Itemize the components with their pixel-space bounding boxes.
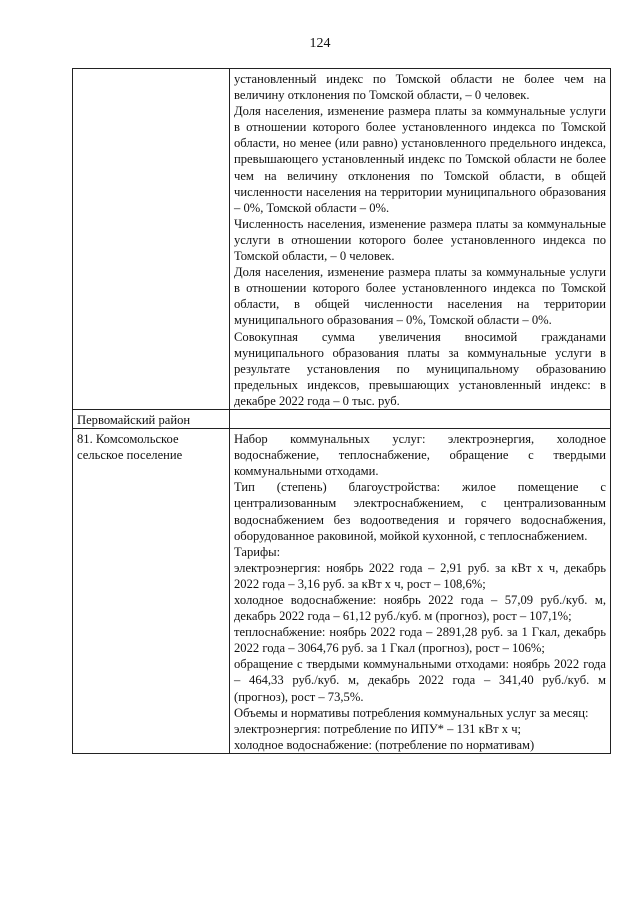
municipality-cell: 81. Комсомольское сельское поселение: [73, 429, 230, 754]
text-paragraph: обращение с твердыми коммунальными отходами: ноябрь 2022 года – 464,33 руб./куб. м, декабрь 2022 года – 341,40 руб./куб. м (прогноз), рост – 73,5%.: [234, 657, 606, 704]
municipality-cell: [73, 69, 230, 410]
text-paragraph: электроэнергия: потребление по ИПУ* – 131 кВт х ч;: [234, 721, 522, 736]
text-paragraph: Тарифы:: [234, 544, 281, 559]
text-paragraph: холодное водоснабжение: ноябрь 2022 года – 57,09 руб./куб. м, декабрь 2022 года – 61,12 руб./куб. м (прогноз), рост – 107,1%;: [234, 593, 606, 624]
district-heading-cell: Первомайский район: [73, 409, 230, 428]
table-row: [73, 429, 611, 754]
text-paragraph: Доля населения, изменение размера платы за коммунальные услуги в отношении которого более установленного индекса по Томской области, но менее (или равно) установленного предельного индекса, превышающего установленный индекс по Томской области не более чем на величину отклонения по Томской области, в общей численности населения на территории муниципального образования – 0%, Томской области – 0%.: [234, 104, 606, 215]
description-cell: [230, 409, 611, 428]
text-paragraph: электроэнергия: ноябрь 2022 года – 2,91 руб. за кВт х ч, декабрь 2022 года – 3,16 руб. за кВт х ч, рост – 108,6%;: [234, 560, 606, 591]
text-paragraph: Совокупная сумма увеличения вносимой гражданами муниципального образования платы за коммунальные услуги в результате установления по муниципальному образованию предельных индексов, превышающих установленный индекс: в декабре 2022 года – 0 тыс. руб.: [234, 329, 606, 408]
document-table: [72, 68, 611, 754]
table-row: [73, 409, 611, 428]
text-paragraph: Численность населения, изменение размера платы за коммунальные услуги в отношении которого более установленного индекса по Томской области, – 0 человек.: [234, 216, 606, 264]
text-paragraph: Объемы и нормативы потребления коммунальных услуг за месяц:: [234, 705, 589, 720]
text-paragraph: холодное водоснабжение: (потребление по нормативам): [234, 737, 535, 752]
text-paragraph: Доля населения, изменение размера платы за коммунальные услуги в отношении которого более установленного индекса по Томской области, в общей численности населения на территории муниципального образования – 0%, Томской области – 0%.: [234, 265, 606, 328]
text-paragraph: теплоснабжение: ноябрь 2022 года – 2891,28 руб. за 1 Гкал, декабрь 2022 года – 3064,76 руб. за 1 Гкал (прогноз), рост – 106%;: [234, 625, 606, 656]
text-paragraph: Тип (степень) благоустройства: жилое помещение с централизованным электроснабжением, с централизованным водоснабжением без водоотведения и горячего водоснабжения, оборудованное раковиной, мойкой кухонной, с теплоснабжением.: [234, 480, 606, 543]
text-paragraph: Набор коммунальных услуг: электроэнергия, холодное водоснабжение, теплоснабжение, обращение с твердыми коммунальными отходами.: [234, 432, 606, 479]
page-number: 124: [309, 36, 331, 51]
table-row: [73, 69, 611, 410]
text-paragraph: установленный индекс по Томской области не более чем на величину отклонения по Томской области, – 0 человек.: [234, 72, 606, 103]
description-cell: [230, 69, 611, 410]
description-cell: [230, 429, 611, 754]
